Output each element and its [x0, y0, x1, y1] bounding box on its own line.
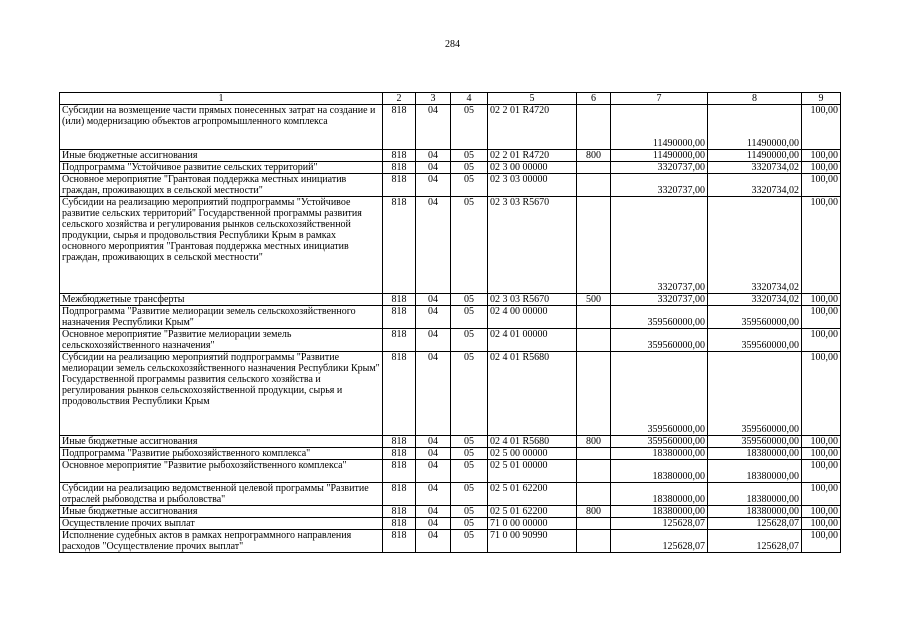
cell-expense-type	[577, 174, 611, 197]
cell-expense-type	[577, 162, 611, 174]
cell-target-article: 02 4 01 R5680	[488, 436, 577, 448]
cell-target-article: 71 0 00 00000	[488, 518, 577, 530]
column-number: 9	[802, 93, 841, 105]
column-number: 1	[60, 93, 383, 105]
cell-subsection: 05	[451, 150, 488, 162]
cell-percent: 100,00	[802, 105, 841, 150]
cell-grbs: 818	[383, 448, 416, 460]
cell-section: 04	[416, 506, 451, 518]
cell-grbs: 818	[383, 518, 416, 530]
cell-section: 04	[416, 294, 451, 306]
cell-grbs: 818	[383, 294, 416, 306]
cell-amount-planned: 359560000,00	[611, 306, 708, 329]
cell-target-article: 02 5 01 62200	[488, 483, 577, 506]
cell-percent: 100,00	[802, 294, 841, 306]
cell-grbs: 818	[383, 460, 416, 483]
cell-subsection: 05	[451, 530, 488, 553]
row-name: Подпрограмма "Развитие мелиорации земель сельскохозяйственного назначения Республики Крым"	[60, 306, 383, 329]
cell-section: 04	[416, 448, 451, 460]
cell-amount-executed: 359560000,00	[708, 306, 802, 329]
cell-amount-executed: 11490000,00	[708, 150, 802, 162]
cell-amount-planned: 359560000,00	[611, 352, 708, 436]
row-name: Субсидии на реализацию ведомственной целевой программы "Развитие отраслей рыбоводства и рыболовства"	[60, 483, 383, 506]
cell-target-article: 02 5 00 00000	[488, 448, 577, 460]
cell-amount-planned: 18380000,00	[611, 483, 708, 506]
table-row	[60, 518, 841, 530]
table-row	[60, 329, 841, 352]
cell-section: 04	[416, 436, 451, 448]
cell-amount-executed: 18380000,00	[708, 483, 802, 506]
cell-grbs: 818	[383, 352, 416, 436]
cell-percent: 100,00	[802, 506, 841, 518]
table-row	[60, 352, 841, 436]
cell-section: 04	[416, 105, 451, 150]
cell-expense-type	[577, 197, 611, 294]
row-name: Иные бюджетные ассигнования	[60, 150, 383, 162]
cell-subsection: 05	[451, 329, 488, 352]
cell-section: 04	[416, 329, 451, 352]
cell-target-article: 02 3 03 R5670	[488, 197, 577, 294]
cell-amount-planned: 11490000,00	[611, 150, 708, 162]
cell-amount-planned: 359560000,00	[611, 329, 708, 352]
table-row	[60, 448, 841, 460]
cell-target-article: 02 3 03 00000	[488, 174, 577, 197]
cell-amount-executed: 125628,07	[708, 518, 802, 530]
column-number: 4	[451, 93, 488, 105]
cell-expense-type: 500	[577, 294, 611, 306]
cell-subsection: 05	[451, 436, 488, 448]
table-row	[60, 306, 841, 329]
cell-target-article: 02 2 01 R4720	[488, 105, 577, 150]
cell-subsection: 05	[451, 506, 488, 518]
row-name: Подпрограмма "Устойчивое развитие сельских территорий"	[60, 162, 383, 174]
cell-section: 04	[416, 518, 451, 530]
cell-percent: 100,00	[802, 436, 841, 448]
cell-amount-executed: 3320734,02	[708, 294, 802, 306]
cell-section: 04	[416, 352, 451, 436]
cell-grbs: 818	[383, 150, 416, 162]
cell-target-article: 02 2 01 R4720	[488, 150, 577, 162]
cell-grbs: 818	[383, 483, 416, 506]
cell-amount-executed: 18380000,00	[708, 506, 802, 518]
column-number-row	[60, 93, 841, 105]
cell-subsection: 05	[451, 518, 488, 530]
cell-expense-type	[577, 518, 611, 530]
cell-amount-planned: 125628,07	[611, 518, 708, 530]
cell-percent: 100,00	[802, 329, 841, 352]
column-number: 2	[383, 93, 416, 105]
cell-amount-planned: 11490000,00	[611, 105, 708, 150]
table-row	[60, 162, 841, 174]
cell-subsection: 05	[451, 448, 488, 460]
column-number: 3	[416, 93, 451, 105]
cell-target-article: 02 4 01 R5680	[488, 352, 577, 436]
cell-amount-executed: 359560000,00	[708, 329, 802, 352]
budget-table	[59, 92, 841, 553]
cell-expense-type: 800	[577, 436, 611, 448]
cell-amount-planned: 125628,07	[611, 530, 708, 553]
page-number: 284	[445, 39, 460, 50]
cell-amount-planned: 359560000,00	[611, 436, 708, 448]
column-number: 7	[611, 93, 708, 105]
cell-grbs: 818	[383, 436, 416, 448]
row-name: Иные бюджетные ассигнования	[60, 436, 383, 448]
cell-amount-planned: 3320737,00	[611, 294, 708, 306]
row-name: Основное мероприятие "Развитие рыбохозяйственного комплекса"	[60, 460, 383, 483]
cell-section: 04	[416, 460, 451, 483]
cell-target-article: 02 5 01 00000	[488, 460, 577, 483]
cell-expense-type	[577, 105, 611, 150]
cell-expense-type: 800	[577, 150, 611, 162]
cell-section: 04	[416, 162, 451, 174]
cell-expense-type	[577, 352, 611, 436]
cell-percent: 100,00	[802, 448, 841, 460]
cell-amount-executed: 3320734,02	[708, 197, 802, 294]
row-name: Иные бюджетные ассигнования	[60, 506, 383, 518]
cell-amount-executed: 359560000,00	[708, 436, 802, 448]
cell-grbs: 818	[383, 329, 416, 352]
cell-expense-type	[577, 460, 611, 483]
cell-target-article: 02 5 01 62200	[488, 506, 577, 518]
cell-percent: 100,00	[802, 530, 841, 553]
cell-amount-executed: 125628,07	[708, 530, 802, 553]
table-row	[60, 150, 841, 162]
cell-subsection: 05	[451, 306, 488, 329]
cell-amount-planned: 18380000,00	[611, 448, 708, 460]
row-name: Основное мероприятие "Развитие мелиорации земель сельскохозяйственного назначения"	[60, 329, 383, 352]
cell-expense-type	[577, 448, 611, 460]
cell-percent: 100,00	[802, 352, 841, 436]
cell-percent: 100,00	[802, 518, 841, 530]
column-number: 6	[577, 93, 611, 105]
cell-percent: 100,00	[802, 174, 841, 197]
cell-expense-type	[577, 329, 611, 352]
cell-amount-executed: 11490000,00	[708, 105, 802, 150]
cell-amount-planned: 3320737,00	[611, 162, 708, 174]
cell-section: 04	[416, 150, 451, 162]
row-name: Исполнение судебных актов в рамках непрограммного направления расходов "Осуществление прочих выплат"	[60, 530, 383, 553]
cell-subsection: 05	[451, 174, 488, 197]
table-row	[60, 294, 841, 306]
table-row	[60, 197, 841, 294]
cell-subsection: 05	[451, 352, 488, 436]
table-row	[60, 174, 841, 197]
cell-amount-planned: 18380000,00	[611, 506, 708, 518]
cell-percent: 100,00	[802, 306, 841, 329]
column-number: 5	[488, 93, 577, 105]
cell-grbs: 818	[383, 197, 416, 294]
cell-target-article: 02 4 00 00000	[488, 306, 577, 329]
row-name: Субсидии на возмещение части прямых понесенных затрат на создание и (или) модернизацию объектов агропромышленного комплекса	[60, 105, 383, 150]
cell-section: 04	[416, 306, 451, 329]
row-name: Межбюджетные трансферты	[60, 294, 383, 306]
cell-expense-type	[577, 530, 611, 553]
table-row	[60, 530, 841, 553]
cell-expense-type: 800	[577, 506, 611, 518]
column-number: 8	[708, 93, 802, 105]
cell-grbs: 818	[383, 506, 416, 518]
cell-grbs: 818	[383, 162, 416, 174]
cell-grbs: 818	[383, 530, 416, 553]
table-row	[60, 105, 841, 150]
table-row	[60, 506, 841, 518]
cell-target-article: 02 4 01 00000	[488, 329, 577, 352]
row-name: Подпрограмма "Развитие рыбохозяйственного комплекса"	[60, 448, 383, 460]
cell-subsection: 05	[451, 294, 488, 306]
cell-amount-executed: 18380000,00	[708, 448, 802, 460]
cell-amount-planned: 3320737,00	[611, 174, 708, 197]
table-row	[60, 460, 841, 483]
cell-amount-executed: 18380000,00	[708, 460, 802, 483]
cell-subsection: 05	[451, 197, 488, 294]
table-row	[60, 436, 841, 448]
row-name: Субсидии на реализацию мероприятий подпрограммы "Устойчивое развитие сельских территорий" Государственной программы развития сельского хозяйства и регулирования рынков сельскохозяйственной продукции, сырья и продовольствия Республики Крым в рамках основного мероприятия "Грантовая поддержка местных инициатив граждан, проживающих в сельской местности"	[60, 197, 383, 294]
cell-amount-executed: 3320734,02	[708, 174, 802, 197]
cell-grbs: 818	[383, 174, 416, 197]
cell-percent: 100,00	[802, 150, 841, 162]
cell-target-article: 71 0 00 90990	[488, 530, 577, 553]
cell-grbs: 818	[383, 306, 416, 329]
cell-target-article: 02 3 03 R5670	[488, 294, 577, 306]
cell-percent: 100,00	[802, 162, 841, 174]
cell-percent: 100,00	[802, 197, 841, 294]
cell-section: 04	[416, 483, 451, 506]
cell-subsection: 05	[451, 105, 488, 150]
cell-amount-executed: 3320734,02	[708, 162, 802, 174]
cell-amount-planned: 3320737,00	[611, 197, 708, 294]
cell-amount-executed: 359560000,00	[708, 352, 802, 436]
cell-section: 04	[416, 197, 451, 294]
cell-percent: 100,00	[802, 460, 841, 483]
table-row	[60, 483, 841, 506]
row-name: Основное мероприятие "Грантовая поддержка местных инициатив граждан, проживающих в сельской местности"	[60, 174, 383, 197]
row-name: Осуществление прочих выплат	[60, 518, 383, 530]
cell-section: 04	[416, 530, 451, 553]
cell-expense-type	[577, 306, 611, 329]
cell-amount-planned: 18380000,00	[611, 460, 708, 483]
cell-percent: 100,00	[802, 483, 841, 506]
cell-expense-type	[577, 483, 611, 506]
cell-section: 04	[416, 174, 451, 197]
cell-target-article: 02 3 00 00000	[488, 162, 577, 174]
cell-subsection: 05	[451, 460, 488, 483]
cell-subsection: 05	[451, 483, 488, 506]
cell-subsection: 05	[451, 162, 488, 174]
row-name: Субсидии на реализацию мероприятий подпрограммы "Развитие мелиорации земель сельскохозяйственного назначения Республики Крым" Государственной программы развития сельского хозяйства и регулирования рынков сельскохозяйственной продукции, сырья и продовольствия Республики Крым	[60, 352, 383, 436]
cell-grbs: 818	[383, 105, 416, 150]
